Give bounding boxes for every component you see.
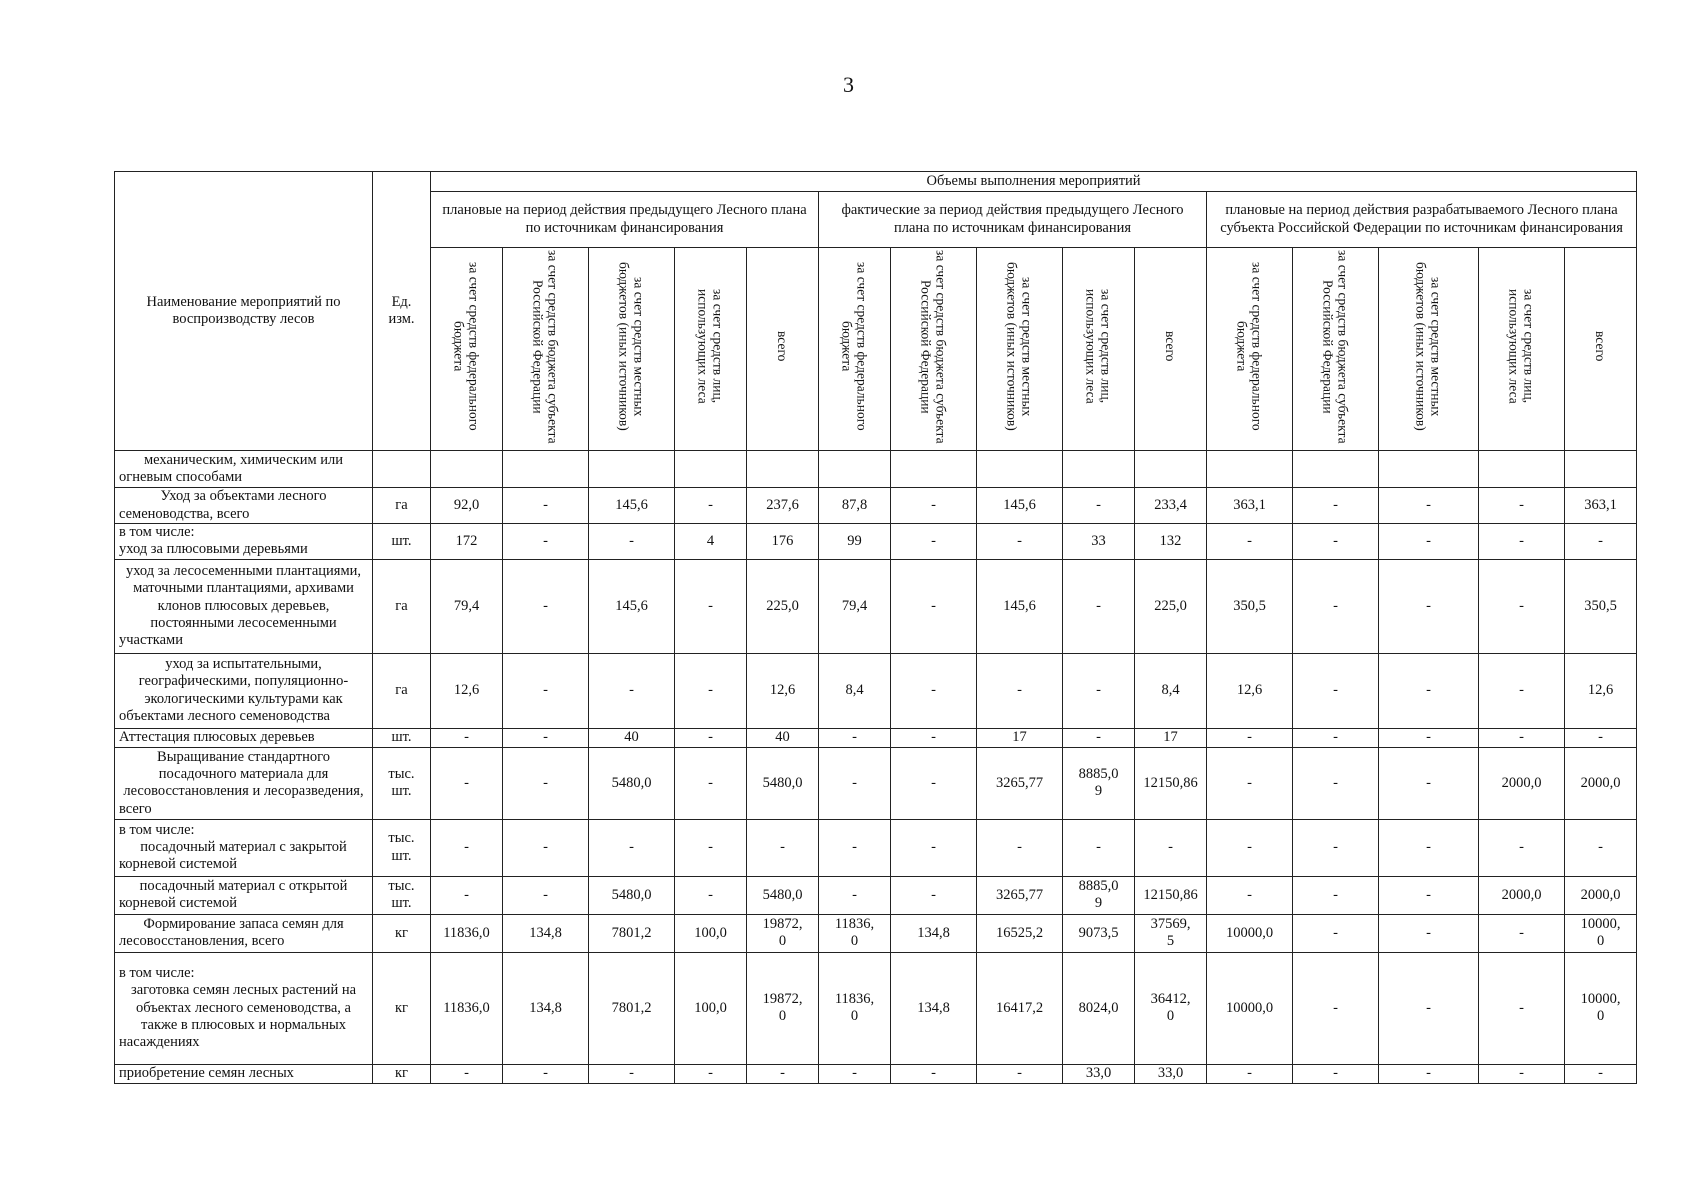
value-cell: - [1379,488,1479,524]
value-cell [891,451,977,488]
value-cell: - [1207,819,1293,876]
value-cell: - [1293,653,1379,728]
value-cell: 8,4 [1135,653,1207,728]
value-cell: 8024,0 [1063,952,1135,1064]
value-cell: 12,6 [431,653,503,728]
value-cell: - [1207,1064,1293,1083]
value-cell: 134,8 [891,952,977,1064]
table-row [115,952,1637,1064]
value-cell: 5480,0 [589,747,675,819]
value-cell: 145,6 [589,488,675,524]
reforestation-table [114,171,1637,1084]
value-cell: - [1565,728,1637,747]
value-cell: 16417,2 [977,952,1063,1064]
row-name: Уход за объектами лесного семеноводства, всего [115,488,373,524]
value-cell: 145,6 [589,559,675,653]
value-cell: 79,4 [431,559,503,653]
value-cell: 134,8 [503,952,589,1064]
value-cell: - [675,488,747,524]
value-cell: 2000,0 [1565,876,1637,914]
table-row [115,559,1637,653]
value-cell [1565,451,1637,488]
subheader-regional: за счет средств бюджета субъекта Российской Федерации [1320,249,1351,444]
value-cell [589,451,675,488]
value-cell: - [891,728,977,747]
subheader-local: за счет средств местных бюджетов (иных источников) [616,262,647,431]
row-unit: га [373,559,431,653]
value-cell: - [503,876,589,914]
value-cell: - [891,1064,977,1083]
table-row [115,451,1637,488]
value-cell: 100,0 [675,952,747,1064]
row-unit: га [373,653,431,728]
subheader-users: за счет средств лиц, использующих леса [1506,289,1537,404]
header-unit: Ед. изм. [373,172,431,451]
row-name: Выращивание стандартного посадочного материала для лесовосстановления и лесоразведения, всего [115,747,373,819]
value-cell: 100,0 [675,914,747,952]
value-cell: 17 [1135,728,1207,747]
subheader-federal: за счет средств федерального бюджета [451,262,482,431]
value-cell: - [977,524,1063,560]
row-name: в том числе: уход за плюсовыми деревьями [115,524,373,560]
value-cell: 3265,77 [977,747,1063,819]
header-planned-new: плановые на период действия разрабатываемого Лесного плана субъекта Российской Федерации по источникам финансирования [1207,192,1637,248]
value-cell: - [1479,728,1565,747]
value-cell: - [675,653,747,728]
value-cell: - [1063,728,1135,747]
subheader-regional: за счет средств бюджета субъекта Российской Федерации [918,249,949,444]
value-cell: - [1479,952,1565,1064]
row-unit: кг [373,952,431,1064]
value-cell: - [747,1064,819,1083]
value-cell: - [1479,914,1565,952]
value-cell: 10000,0 [1207,914,1293,952]
value-cell: - [589,524,675,560]
value-cell: 5480,0 [747,747,819,819]
value-cell: - [1063,488,1135,524]
value-cell: - [589,819,675,876]
value-cell: - [1293,747,1379,819]
value-cell: - [503,559,589,653]
value-cell: 2000,0 [1479,876,1565,914]
row-name: уход за испытательными, географическими, популяционно-экологическими культурами как объектами лесного семеноводства [115,653,373,728]
value-cell: 36412, 0 [1135,952,1207,1064]
value-cell: - [1379,952,1479,1064]
value-cell: - [1565,1064,1637,1083]
value-cell: - [819,819,891,876]
value-cell: - [431,747,503,819]
value-cell: - [503,728,589,747]
value-cell: - [1063,559,1135,653]
subheader-total: всего [1593,331,1609,362]
value-cell: 8885,0 9 [1063,747,1135,819]
value-cell: - [1379,819,1479,876]
value-cell: - [977,819,1063,876]
header-planned-prev: плановые на период действия предыдущего Лесного плана по источникам финансирования [431,192,819,248]
value-cell: 12,6 [747,653,819,728]
value-cell: - [1293,524,1379,560]
value-cell: - [1379,728,1479,747]
value-cell: - [1293,728,1379,747]
value-cell: - [431,1064,503,1083]
value-cell: 40 [589,728,675,747]
value-cell: 10000,0 [1207,952,1293,1064]
value-cell: - [503,1064,589,1083]
value-cell: 87,8 [819,488,891,524]
value-cell: - [1207,747,1293,819]
value-cell: 5480,0 [747,876,819,914]
value-cell [675,451,747,488]
value-cell: - [1479,1064,1565,1083]
value-cell: - [431,728,503,747]
value-cell: 10000, 0 [1565,914,1637,952]
row-name: Формирование запаса семян для лесовосстановления, всего [115,914,373,952]
subheader-total: всего [775,331,791,362]
value-cell: 11836, 0 [819,952,891,1064]
value-cell: 134,8 [503,914,589,952]
value-cell: - [675,747,747,819]
value-cell: 2000,0 [1565,747,1637,819]
value-cell: 3265,77 [977,876,1063,914]
table-row [115,1064,1637,1083]
value-cell: - [589,653,675,728]
value-cell: 237,6 [747,488,819,524]
value-cell: 4 [675,524,747,560]
value-cell: 19872, 0 [747,914,819,952]
value-cell: - [747,819,819,876]
value-cell: - [1565,524,1637,560]
value-cell: - [431,876,503,914]
value-cell: 11836, 0 [819,914,891,952]
value-cell: - [1063,653,1135,728]
value-cell: - [675,876,747,914]
value-cell [431,451,503,488]
value-cell [819,451,891,488]
row-unit: кг [373,914,431,952]
subheader-users: за счет средств лиц, использующих леса [695,289,726,404]
value-cell: 233,4 [1135,488,1207,524]
value-cell: - [1207,876,1293,914]
value-cell: - [675,559,747,653]
header-name: Наименование мероприятий по воспроизводству лесов [115,172,373,451]
value-cell: 363,1 [1207,488,1293,524]
subheader-federal: за счет средств федерального бюджета [1234,262,1265,431]
subheader-regional: за счет средств бюджета субъекта Российской Федерации [530,249,561,444]
value-cell: - [1063,819,1135,876]
page-number: 3 [843,72,854,97]
subheader-local: за счет средств местных бюджетов (иных источников) [1004,262,1035,431]
header-actual-prev: фактические за период действия предыдущего Лесного плана по источникам финансирования [819,192,1207,248]
row-name: в том числе: заготовка семян лесных растений на объектах лесного семеноводства, а также в плюсовых и нормальных насаждениях [115,952,373,1064]
value-cell: - [1379,876,1479,914]
value-cell: 19872, 0 [747,952,819,1064]
value-cell: 9073,5 [1063,914,1135,952]
value-cell: - [1379,747,1479,819]
header-volumes: Объемы выполнения мероприятий [431,172,1637,192]
value-cell: 17 [977,728,1063,747]
value-cell: 176 [747,524,819,560]
subheader-users: за счет средств лиц, использующих леса [1083,289,1114,404]
value-cell [1479,451,1565,488]
table-row [115,728,1637,747]
value-cell: 92,0 [431,488,503,524]
table-row [115,524,1637,560]
row-unit: тыс. шт. [373,876,431,914]
value-cell [1379,451,1479,488]
value-cell: - [503,524,589,560]
row-unit: кг [373,1064,431,1083]
value-cell: 363,1 [1565,488,1637,524]
value-cell: 350,5 [1207,559,1293,653]
value-cell: 33 [1063,524,1135,560]
value-cell: 33,0 [1135,1064,1207,1083]
value-cell: 134,8 [891,914,977,952]
table-row [115,914,1637,952]
value-cell: 8885,0 9 [1063,876,1135,914]
table-row [115,747,1637,819]
value-cell: - [819,747,891,819]
value-cell: - [1479,524,1565,560]
value-cell: - [1135,819,1207,876]
value-cell: 145,6 [977,488,1063,524]
row-name: посадочный материал с открытой корневой системой [115,876,373,914]
value-cell: - [1565,819,1637,876]
value-cell: 37569, 5 [1135,914,1207,952]
value-cell: - [977,1064,1063,1083]
value-cell: - [1293,914,1379,952]
value-cell: 33,0 [1063,1064,1135,1083]
value-cell: - [1379,914,1479,952]
value-cell: - [1479,819,1565,876]
value-cell: 8,4 [819,653,891,728]
value-cell: - [675,1064,747,1083]
value-cell: 172 [431,524,503,560]
value-cell: 350,5 [1565,559,1637,653]
row-unit [373,451,431,488]
value-cell [1207,451,1293,488]
value-cell [1135,451,1207,488]
row-name: механическим, химическим или огневым способами [115,451,373,488]
value-cell: - [891,653,977,728]
value-cell: - [1293,559,1379,653]
value-cell: - [1379,653,1479,728]
value-cell [503,451,589,488]
value-cell: - [1293,1064,1379,1083]
value-cell: 99 [819,524,891,560]
value-cell: - [891,876,977,914]
value-cell: - [1293,952,1379,1064]
value-cell: 2000,0 [1479,747,1565,819]
value-cell: 79,4 [819,559,891,653]
value-cell [1293,451,1379,488]
value-cell: 12,6 [1207,653,1293,728]
subheader-federal: за счет средств федерального бюджета [839,262,870,431]
value-cell: - [891,747,977,819]
value-cell: - [1479,488,1565,524]
value-cell: 12150,86 [1135,876,1207,914]
value-cell: 12150,86 [1135,747,1207,819]
row-unit: шт. [373,728,431,747]
value-cell: 5480,0 [589,876,675,914]
value-cell [747,451,819,488]
value-cell [1063,451,1135,488]
value-cell: - [1379,1064,1479,1083]
value-cell: - [503,488,589,524]
table-row [115,819,1637,876]
value-cell: - [431,819,503,876]
value-cell: 11836,0 [431,914,503,952]
row-unit: шт. [373,524,431,560]
value-cell: - [891,819,977,876]
value-cell: - [675,728,747,747]
value-cell: 11836,0 [431,952,503,1064]
subheader-total: всего [1163,331,1179,362]
value-cell: 225,0 [747,559,819,653]
row-name: приобретение семян лесных [115,1064,373,1083]
value-cell: 7801,2 [589,952,675,1064]
value-cell: 40 [747,728,819,747]
value-cell: 132 [1135,524,1207,560]
value-cell: - [891,488,977,524]
value-cell: - [1293,488,1379,524]
value-cell [977,451,1063,488]
value-cell: - [589,1064,675,1083]
value-cell: 12,6 [1565,653,1637,728]
value-cell: - [819,728,891,747]
value-cell: - [891,524,977,560]
value-cell: - [1379,524,1479,560]
value-cell: - [1207,728,1293,747]
value-cell: 145,6 [977,559,1063,653]
table-row [115,876,1637,914]
table-row [115,488,1637,524]
value-cell: - [1479,559,1565,653]
value-cell: - [819,876,891,914]
table-row [115,653,1637,728]
value-cell: - [503,819,589,876]
row-unit: тыс. шт. [373,747,431,819]
value-cell: 225,0 [1135,559,1207,653]
value-cell: - [1293,876,1379,914]
value-cell: 16525,2 [977,914,1063,952]
value-cell: - [891,559,977,653]
row-unit: тыс. шт. [373,819,431,876]
value-cell: - [977,653,1063,728]
value-cell: - [675,819,747,876]
value-cell: 10000, 0 [1565,952,1637,1064]
value-cell: - [1293,819,1379,876]
value-cell: - [503,747,589,819]
table-body [115,451,1637,1084]
value-cell: - [1479,653,1565,728]
value-cell: - [503,653,589,728]
row-name: Аттестация плюсовых деревьев [115,728,373,747]
row-unit: га [373,488,431,524]
row-name: в том числе: посадочный материал с закрытой корневой системой [115,819,373,876]
row-name: уход за лесосеменными плантациями, маточными плантациями, архивами клонов плюсовых деревьев, постоянными лесосеменными участками [115,559,373,653]
value-cell: - [1379,559,1479,653]
subheader-local: за счет средств местных бюджетов (иных источников) [1413,262,1444,431]
value-cell: 7801,2 [589,914,675,952]
value-cell: - [1207,524,1293,560]
value-cell: - [819,1064,891,1083]
